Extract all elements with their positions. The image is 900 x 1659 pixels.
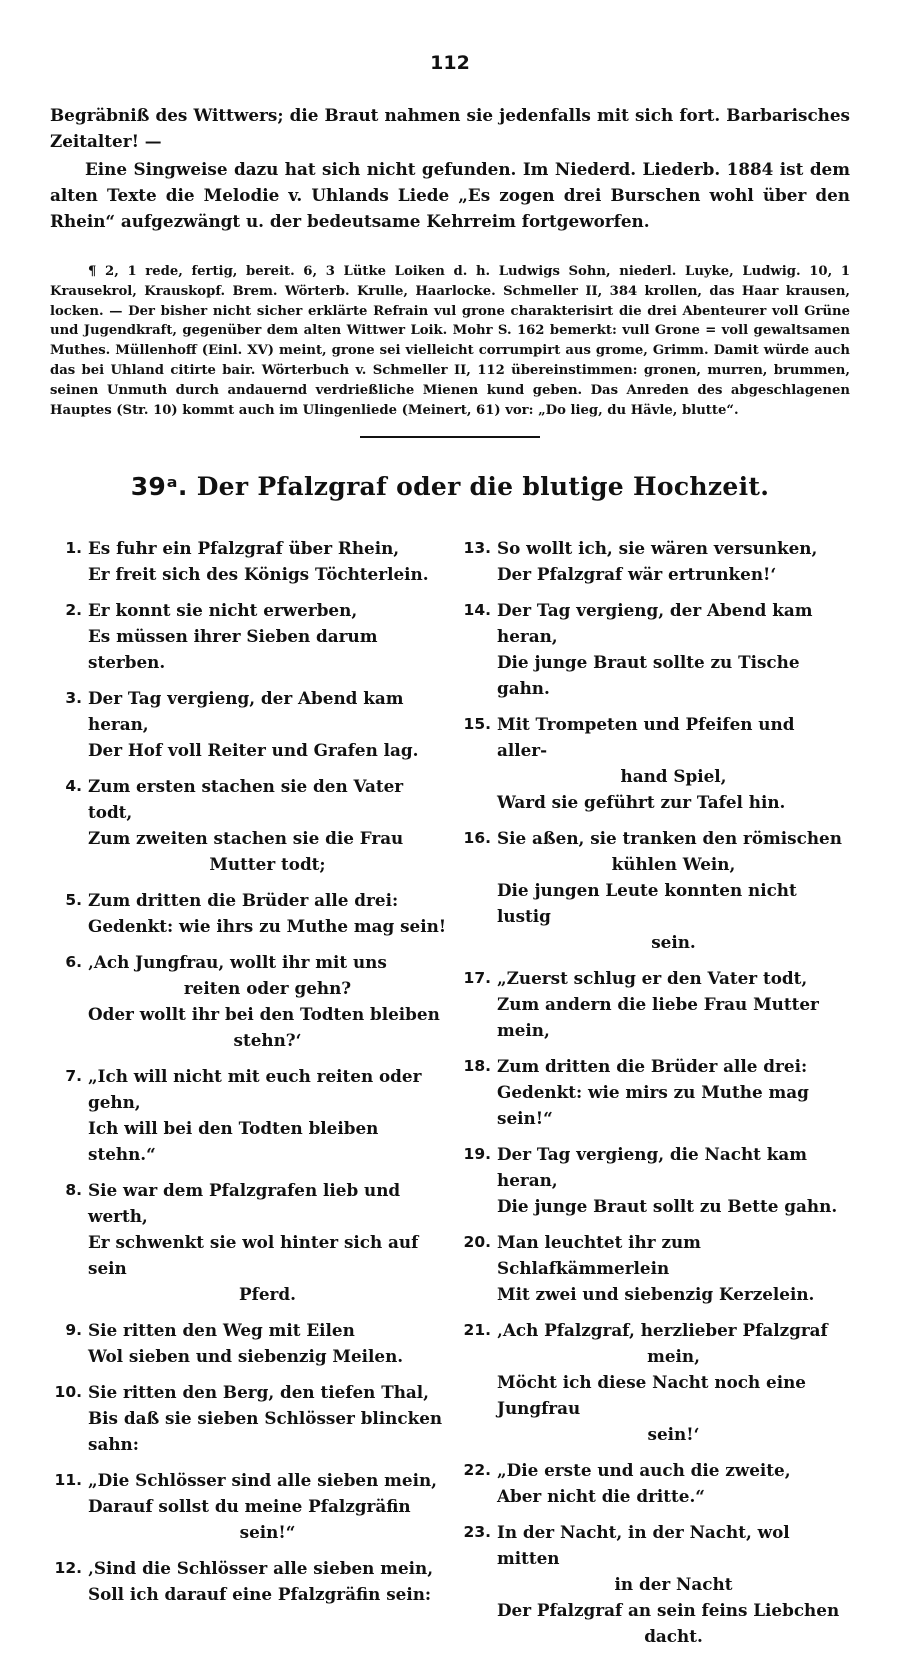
- song-title: Der Pfalzgraf oder die blutige Hochzeit.: [196, 472, 770, 501]
- stanza: [52, 1467, 447, 1545]
- prose-text: [50, 102, 850, 234]
- verse-line: Gedenkt: wie mirs zu Muthe mag sein!“: [497, 1082, 809, 1128]
- stanza-lines: [88, 887, 447, 939]
- stanza-lines: [497, 825, 850, 955]
- verse-line: Möcht ich diese Nacht noch eine Jungfrau: [497, 1372, 806, 1418]
- stanza-number: 14.: [463, 601, 491, 619]
- stanza-lines: [497, 965, 850, 1043]
- stanza-lines: [497, 1317, 850, 1447]
- verse-line: Wol sieben und siebenzig Meilen.: [88, 1346, 404, 1366]
- stanza: [52, 685, 447, 763]
- stanza: [52, 1317, 447, 1369]
- verse-line: „Ich will nicht mit euch reiten oder gehn,: [88, 1066, 422, 1112]
- verse-line: kühlen Wein,: [611, 854, 736, 874]
- stanza-number: 16.: [463, 829, 491, 847]
- stanza-number: 23.: [463, 1523, 491, 1541]
- verse-line: Er schwenkt sie wol hinter sich auf sein: [88, 1232, 419, 1278]
- verse-line: Zum andern die liebe Frau Mutter mein,: [497, 994, 819, 1040]
- stanza-number: 9.: [65, 1321, 82, 1339]
- stanza: [455, 535, 850, 587]
- verse-line: Soll ich darauf eine Pfalzgräfin sein:: [88, 1584, 432, 1604]
- stanza-lines: [88, 1177, 447, 1307]
- verse-line: Zum dritten die Brüder alle drei:: [497, 1056, 808, 1076]
- verse-line: Pferd.: [239, 1284, 296, 1304]
- stanza-column-left: [52, 535, 447, 1617]
- stanza-lines: [497, 1519, 850, 1649]
- verse-line: dacht.: [644, 1626, 703, 1646]
- verse-line: mein,: [647, 1346, 700, 1366]
- stanza-number: 21.: [463, 1321, 491, 1339]
- stanza: [52, 1379, 447, 1457]
- verse-line: Mutter todt;: [209, 854, 326, 874]
- verse-line: ‚Ach Pfalzgraf, herzlieber Pfalzgraf: [497, 1320, 828, 1340]
- verse-line: ‚Ach Jungfrau, wollt ihr mit uns: [88, 952, 387, 972]
- stanza: [455, 711, 850, 815]
- stanza-lines: [88, 773, 447, 877]
- stanza-lines: [88, 1555, 447, 1607]
- prose-paragraph: Begräbniß des Wittwers; die Braut nahmen sie jedenfalls mit sich fort. Barbarisches Zeitalter! —: [50, 105, 850, 151]
- stanza-number: 11.: [54, 1471, 82, 1489]
- stanza: [455, 1229, 850, 1307]
- verse-line: ‚Sind die Schlösser alle sieben mein,: [88, 1558, 434, 1578]
- stanza-lines: [88, 597, 447, 675]
- stanza-number: 12.: [54, 1559, 82, 1577]
- verse-line: sein!‘: [647, 1424, 700, 1444]
- stanza-lines: [497, 1229, 850, 1307]
- stanza-number: 17.: [463, 969, 491, 987]
- verse-line: Mit Trompeten und Pfeifen und aller-: [497, 714, 795, 760]
- verse-line: Der Tag vergieng, der Abend kam heran,: [88, 688, 404, 734]
- footnotes: ¶ 2, 1 rede, fertig, bereit. 6, 3 Lütke Loiken d. h. Ludwigs Sohn, niederl. Luyke, Ludwig. 10, 1 Krausekrol, Krauskopf. Brem. Wörterb. Krulle, Haarlocke. Schmeller II, 384 krollen, das Haar krausen, locken. — Der bisher nicht sicher erklärte Refrain vul grone charakterisirt die drei Abenteurer voll Grüne und Jugendkraft, gegenüber dem alten Wittwer Loik. Mohr S. 162 bemerkt: vull Grone = voll gewaltsamen Muthes. Müllenhoff (Einl. XV) meint, grone sei vielleicht corrumpirt aus grome, Grimm. Damit würde auch das bei Uhland citirte bair. Wörterbuch v. Schmeller II, 112 übereinstimmen: gronen, murren, brummen, seinen Unmuth durch andauernd verdrießliche Mienen kund geben. Das Anreden des abgeschlagenen Hauptes (Str. 10) kommt auch im Ulingenliede (Meinert, 61) vor: „Do lieg, du Hävle, blutte“.: [50, 264, 850, 418]
- verse-line: Sie aßen, sie tranken den römischen: [497, 828, 842, 848]
- stanza: [455, 1457, 850, 1509]
- verse-line: Der Tag vergieng, der Abend kam heran,: [497, 600, 813, 646]
- stanza: [52, 597, 447, 675]
- verse-line: „Die Schlösser sind alle sieben mein,: [88, 1470, 438, 1490]
- stanza-number: 7.: [65, 1067, 82, 1085]
- verse-line: Der Tag vergieng, die Nacht kam heran,: [497, 1144, 808, 1190]
- verse-line: In der Nacht, in der Nacht, wol mitten: [497, 1522, 790, 1568]
- stanza: [455, 1519, 850, 1649]
- verse-line: Man leuchtet ihr zum Schlafkämmerlein: [497, 1232, 701, 1278]
- stanza-number: 5.: [65, 891, 82, 909]
- stanza: [52, 1063, 447, 1167]
- stanza: [52, 773, 447, 877]
- verse-line: sein!“: [239, 1522, 296, 1542]
- stanza-lines: [88, 1063, 447, 1167]
- verse-line: Ich will bei den Todten bleiben stehn.“: [88, 1118, 379, 1164]
- stanza-number: 1.: [65, 539, 82, 557]
- stanza-lines: [88, 1467, 447, 1545]
- song-number: 39ᵃ.: [130, 472, 188, 501]
- verse-line: Gedenkt: wie ihrs zu Muthe mag sein!: [88, 916, 447, 936]
- stanza: [52, 887, 447, 939]
- verse-line: Die junge Braut sollt zu Bette gahn.: [497, 1196, 838, 1216]
- verse-line: Sie ritten den Weg mit Eilen: [88, 1320, 355, 1340]
- stanza: [455, 597, 850, 701]
- verse-line: Er konnt sie nicht erwerben,: [88, 600, 358, 620]
- stanza-lines: [497, 597, 850, 701]
- stanza: [455, 1317, 850, 1447]
- stanza: [52, 949, 447, 1053]
- stanza: [455, 1053, 850, 1131]
- verse-line: Der Hof voll Reiter und Grafen lag.: [88, 740, 419, 760]
- stanza-lines: [88, 535, 447, 587]
- stanza: [455, 1141, 850, 1219]
- verse-line: sein.: [651, 932, 696, 952]
- verse-line: Zum zweiten stachen sie die Frau: [88, 828, 404, 848]
- verse-line: Der Pfalzgraf wär ertrunken!‘: [497, 564, 777, 584]
- stanza-lines: [88, 1379, 447, 1457]
- stanza-lines: [88, 1317, 447, 1369]
- stanza: [52, 535, 447, 587]
- stanza-lines: [88, 949, 447, 1053]
- stanza-number: 20.: [463, 1233, 491, 1251]
- stanza-number: 19.: [463, 1145, 491, 1163]
- stanza-number: 4.: [65, 777, 82, 795]
- verse-line: Es fuhr ein Pfalzgraf über Rhein,: [88, 538, 400, 558]
- stanza: [455, 825, 850, 955]
- verse-line: Zum dritten die Brüder alle drei:: [88, 890, 399, 910]
- verse-line: Die jungen Leute konnten nicht lustig: [497, 880, 797, 926]
- stanza-number: 6.: [65, 953, 82, 971]
- stanza-number: 3.: [65, 689, 82, 707]
- verse-line: reiten oder gehn?: [183, 978, 352, 998]
- stanza-lines: [497, 1053, 850, 1131]
- stanza-lines: [497, 535, 850, 587]
- verse-line: Darauf sollst du meine Pfalzgräfin: [88, 1496, 411, 1516]
- verse-line: Mit zwei und siebenzig Kerzelein.: [497, 1284, 815, 1304]
- stanza-lines: [497, 1141, 850, 1219]
- verse-line: „Die erste und auch die zweite,: [497, 1460, 791, 1480]
- stanza-lines: [497, 1457, 850, 1509]
- verse-line: Er freit sich des Königs Töchterlein.: [88, 564, 429, 584]
- verse-line: in der Nacht: [614, 1574, 733, 1594]
- prose-paragraph: Eine Singweise dazu hat sich nicht gefunden. Im Niederd. Liederb. 1884 ist dem alten Texte die Melodie v. Uhlands Liede „Es zogen drei Burschen wohl über den Rhein“ aufgezwängt u. der bedeutsame Kehrreim fortgeworfen.: [50, 159, 850, 231]
- stanza-number: 2.: [65, 601, 82, 619]
- verse-line: Ward sie geführt zur Tafel hin.: [497, 792, 786, 812]
- verse-line: So wollt ich, sie wären versunken,: [497, 538, 818, 558]
- verse-line: Bis daß sie sieben Schlösser blincken sahn:: [88, 1408, 443, 1454]
- stanza: [52, 1177, 447, 1307]
- verse-line: Aber nicht die dritte.“: [497, 1486, 705, 1506]
- verse-line: Oder wollt ihr bei den Todten bleiben: [88, 1004, 440, 1024]
- verse-line: Es müssen ihrer Sieben darum sterben.: [88, 626, 378, 672]
- stanza: [455, 965, 850, 1043]
- section-divider: [360, 436, 540, 438]
- verse-line: hand Spiel,: [620, 766, 727, 786]
- stanza-column-right: [455, 535, 850, 1659]
- stanza-number: 10.: [54, 1383, 82, 1401]
- verse-line: Der Pfalzgraf an sein feins Liebchen: [497, 1600, 840, 1620]
- stanza-number: 15.: [463, 715, 491, 733]
- stanza-number: 8.: [65, 1181, 82, 1199]
- verse-line: Sie war dem Pfalzgrafen lieb und werth,: [88, 1180, 401, 1226]
- stanza: [52, 1555, 447, 1607]
- song-heading: [0, 472, 900, 501]
- stanza-lines: [497, 711, 850, 815]
- stanza-lines: [88, 685, 447, 763]
- verse-line: Die junge Braut sollte zu Tische gahn.: [497, 652, 800, 698]
- verse-line: Zum ersten stachen sie den Vater todt,: [88, 776, 404, 822]
- verse-line: stehn?‘: [233, 1030, 302, 1050]
- stanza-number: 13.: [463, 539, 491, 557]
- verse-line: „Zuerst schlug er den Vater todt,: [497, 968, 808, 988]
- page-number: 112: [430, 52, 470, 74]
- verse-line: Sie ritten den Berg, den tiefen Thal,: [88, 1382, 430, 1402]
- stanza-number: 22.: [463, 1461, 491, 1479]
- stanza-number: 18.: [463, 1057, 491, 1075]
